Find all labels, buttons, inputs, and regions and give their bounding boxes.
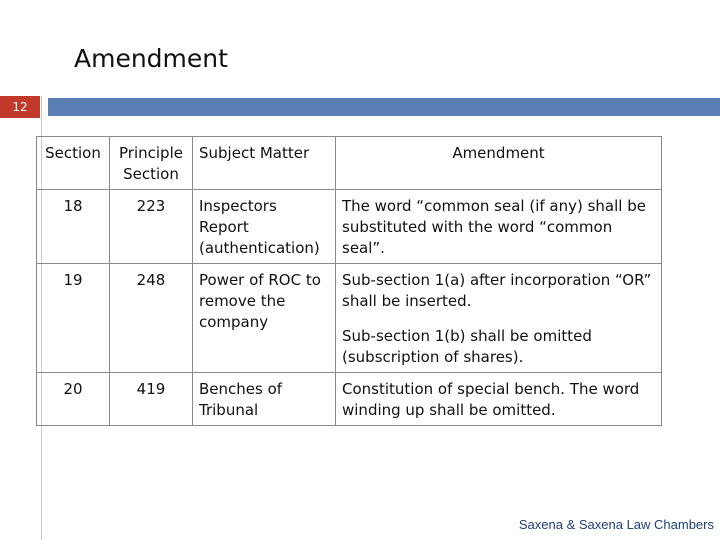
table-row [37, 190, 662, 264]
cell-subject-matter: Power of ROC to remove the company [193, 264, 336, 373]
header-amendment: Amendment [336, 137, 662, 190]
table-row [37, 264, 662, 373]
amendment-paragraph: Sub-section 1(b) shall be omitted (subscription of shares). [342, 327, 592, 366]
cell-section: 18 [37, 190, 110, 264]
table-row [37, 373, 662, 426]
amendment-paragraph: Sub-section 1(a) after incorporation “OR” shall be inserted. [342, 271, 652, 310]
footer-text: Saxena & Saxena Law Chambers [518, 517, 714, 532]
amendment-table [36, 136, 662, 426]
page-title: Amendment [74, 44, 228, 73]
cell-subject-matter: Benches of Tribunal [193, 373, 336, 426]
header-bar [48, 98, 720, 116]
slide-number: 12 [0, 96, 40, 118]
cell-principle-section: 223 [110, 190, 193, 264]
cell-amendment: Constitution of special bench. The word winding up shall be omitted. [336, 373, 662, 426]
table-header-row [37, 137, 662, 190]
header-section: Section [37, 137, 110, 190]
header-principle-section: Principle Section [110, 137, 193, 190]
cell-amendment [336, 264, 662, 373]
cell-subject-matter: Inspectors Report (authentication) [193, 190, 336, 264]
cell-principle-section: 419 [110, 373, 193, 426]
cell-section: 19 [37, 264, 110, 373]
cell-section: 20 [37, 373, 110, 426]
cell-amendment: The word “common seal (if any) shall be substituted with the word “common seal”. [336, 190, 662, 264]
header-subject-matter: Subject Matter [193, 137, 336, 190]
cell-principle-section: 248 [110, 264, 193, 373]
